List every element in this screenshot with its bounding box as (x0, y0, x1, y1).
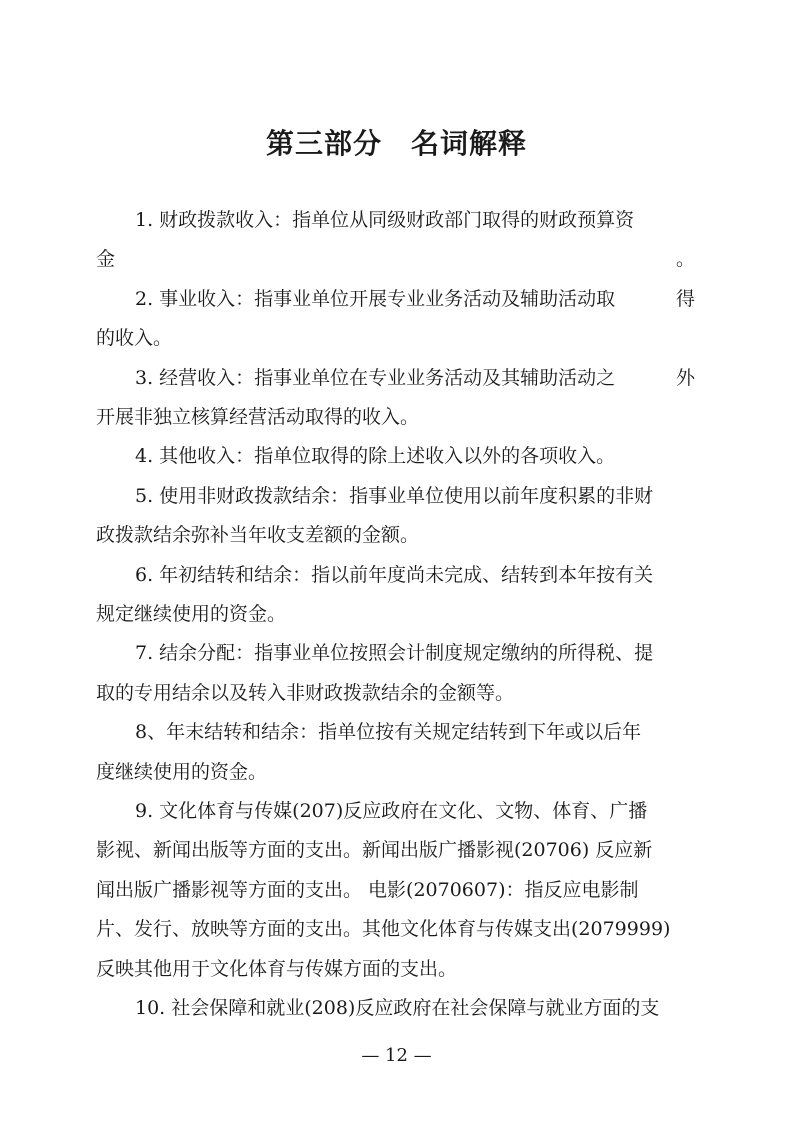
text-line (135, 715, 695, 749)
text-line (135, 991, 695, 1025)
text-line (135, 558, 695, 592)
text-line-main: 金 (96, 248, 116, 271)
text-line-main: 9. 文化体育与传媒(207)反应政府在文化、文物、体育、广播 (135, 800, 648, 822)
page-number: — 12 — (361, 1045, 432, 1066)
page-title: 第三部分 名词解释 (265, 127, 527, 160)
text-line-main: 取的专用结余以及转入非财政拨款结余的金额等。 (96, 681, 515, 704)
text-line (96, 833, 695, 867)
text-line (96, 912, 695, 946)
text-line-main: 度继续使用的资金。 (96, 760, 268, 783)
text-line (135, 203, 695, 237)
text-line-main: 反映其他用于文化体育与传媒方面的支出。 (96, 957, 458, 980)
text-line-main: 10. 社会保障和就业(208)反应政府在社会保障与就业方面的支 (135, 997, 660, 1019)
text-line (96, 321, 695, 355)
text-line-main: 6. 年初结转和结余：指以前年度尚未完成、结转到本年按有关 (135, 563, 654, 586)
text-line (135, 479, 695, 513)
text-line-main: 4. 其他收入：指单位取得的除上述收入以外的各项收入。 (135, 445, 616, 468)
text-line-tail: 得 (675, 287, 695, 310)
text-line-main: 规定继续使用的资金。 (96, 603, 287, 625)
text-line (96, 597, 695, 631)
text-line-main: 的收入。 (96, 327, 173, 350)
text-line (96, 676, 695, 710)
text-line-main: 3. 经营收入：指事业单位在专业业务活动及其辅助活动之 (135, 366, 616, 389)
text-line (96, 873, 695, 907)
text-line-main: 2. 事业收入：指事业单位开展专业业务活动及辅助活动取 (135, 287, 616, 310)
text-line (96, 755, 695, 789)
text-line-tail: 。 (675, 248, 695, 271)
text-line-main: 7. 结余分配：指事业单位按照会计制度规定缴纳的所得税、提 (135, 642, 654, 665)
text-line (135, 439, 695, 473)
text-line (135, 794, 695, 828)
text-line-main: 片、发行、放映等方面的支出。其他文化体育与传媒支出(2079999) (96, 918, 671, 941)
text-line-main: 影视、新闻出版等方面的支出。新闻出版广播影视(20706) 反应新 (96, 839, 653, 862)
text-line (135, 636, 695, 670)
text-line-main: 开展非独立核算经营活动取得的收入。 (96, 406, 420, 428)
text-line (96, 518, 695, 552)
text-line-main: 闻出版广播影视等方面的支出。 电影(2070607)：指反应电影制 (96, 878, 639, 901)
text-line-main: 政拨款结余弥补当年收支差额的金额。 (96, 524, 420, 547)
text-line (96, 242, 695, 276)
text-line (135, 361, 695, 395)
text-line (96, 952, 695, 986)
text-line-tail: 外 (675, 366, 695, 389)
text-line-main: 8、年末结转和结余：指单位按有关规定结转到下年或以后年 (135, 721, 642, 744)
text-line-main: 5. 使用非财政拨款结余：指事业单位使用以前年度积累的非财 (135, 484, 654, 507)
text-line (96, 400, 695, 434)
text-line (135, 282, 695, 316)
text-line-main: 1. 财政拨款收入：指单位从同级财政部门取得的财政预算资 (135, 209, 635, 231)
